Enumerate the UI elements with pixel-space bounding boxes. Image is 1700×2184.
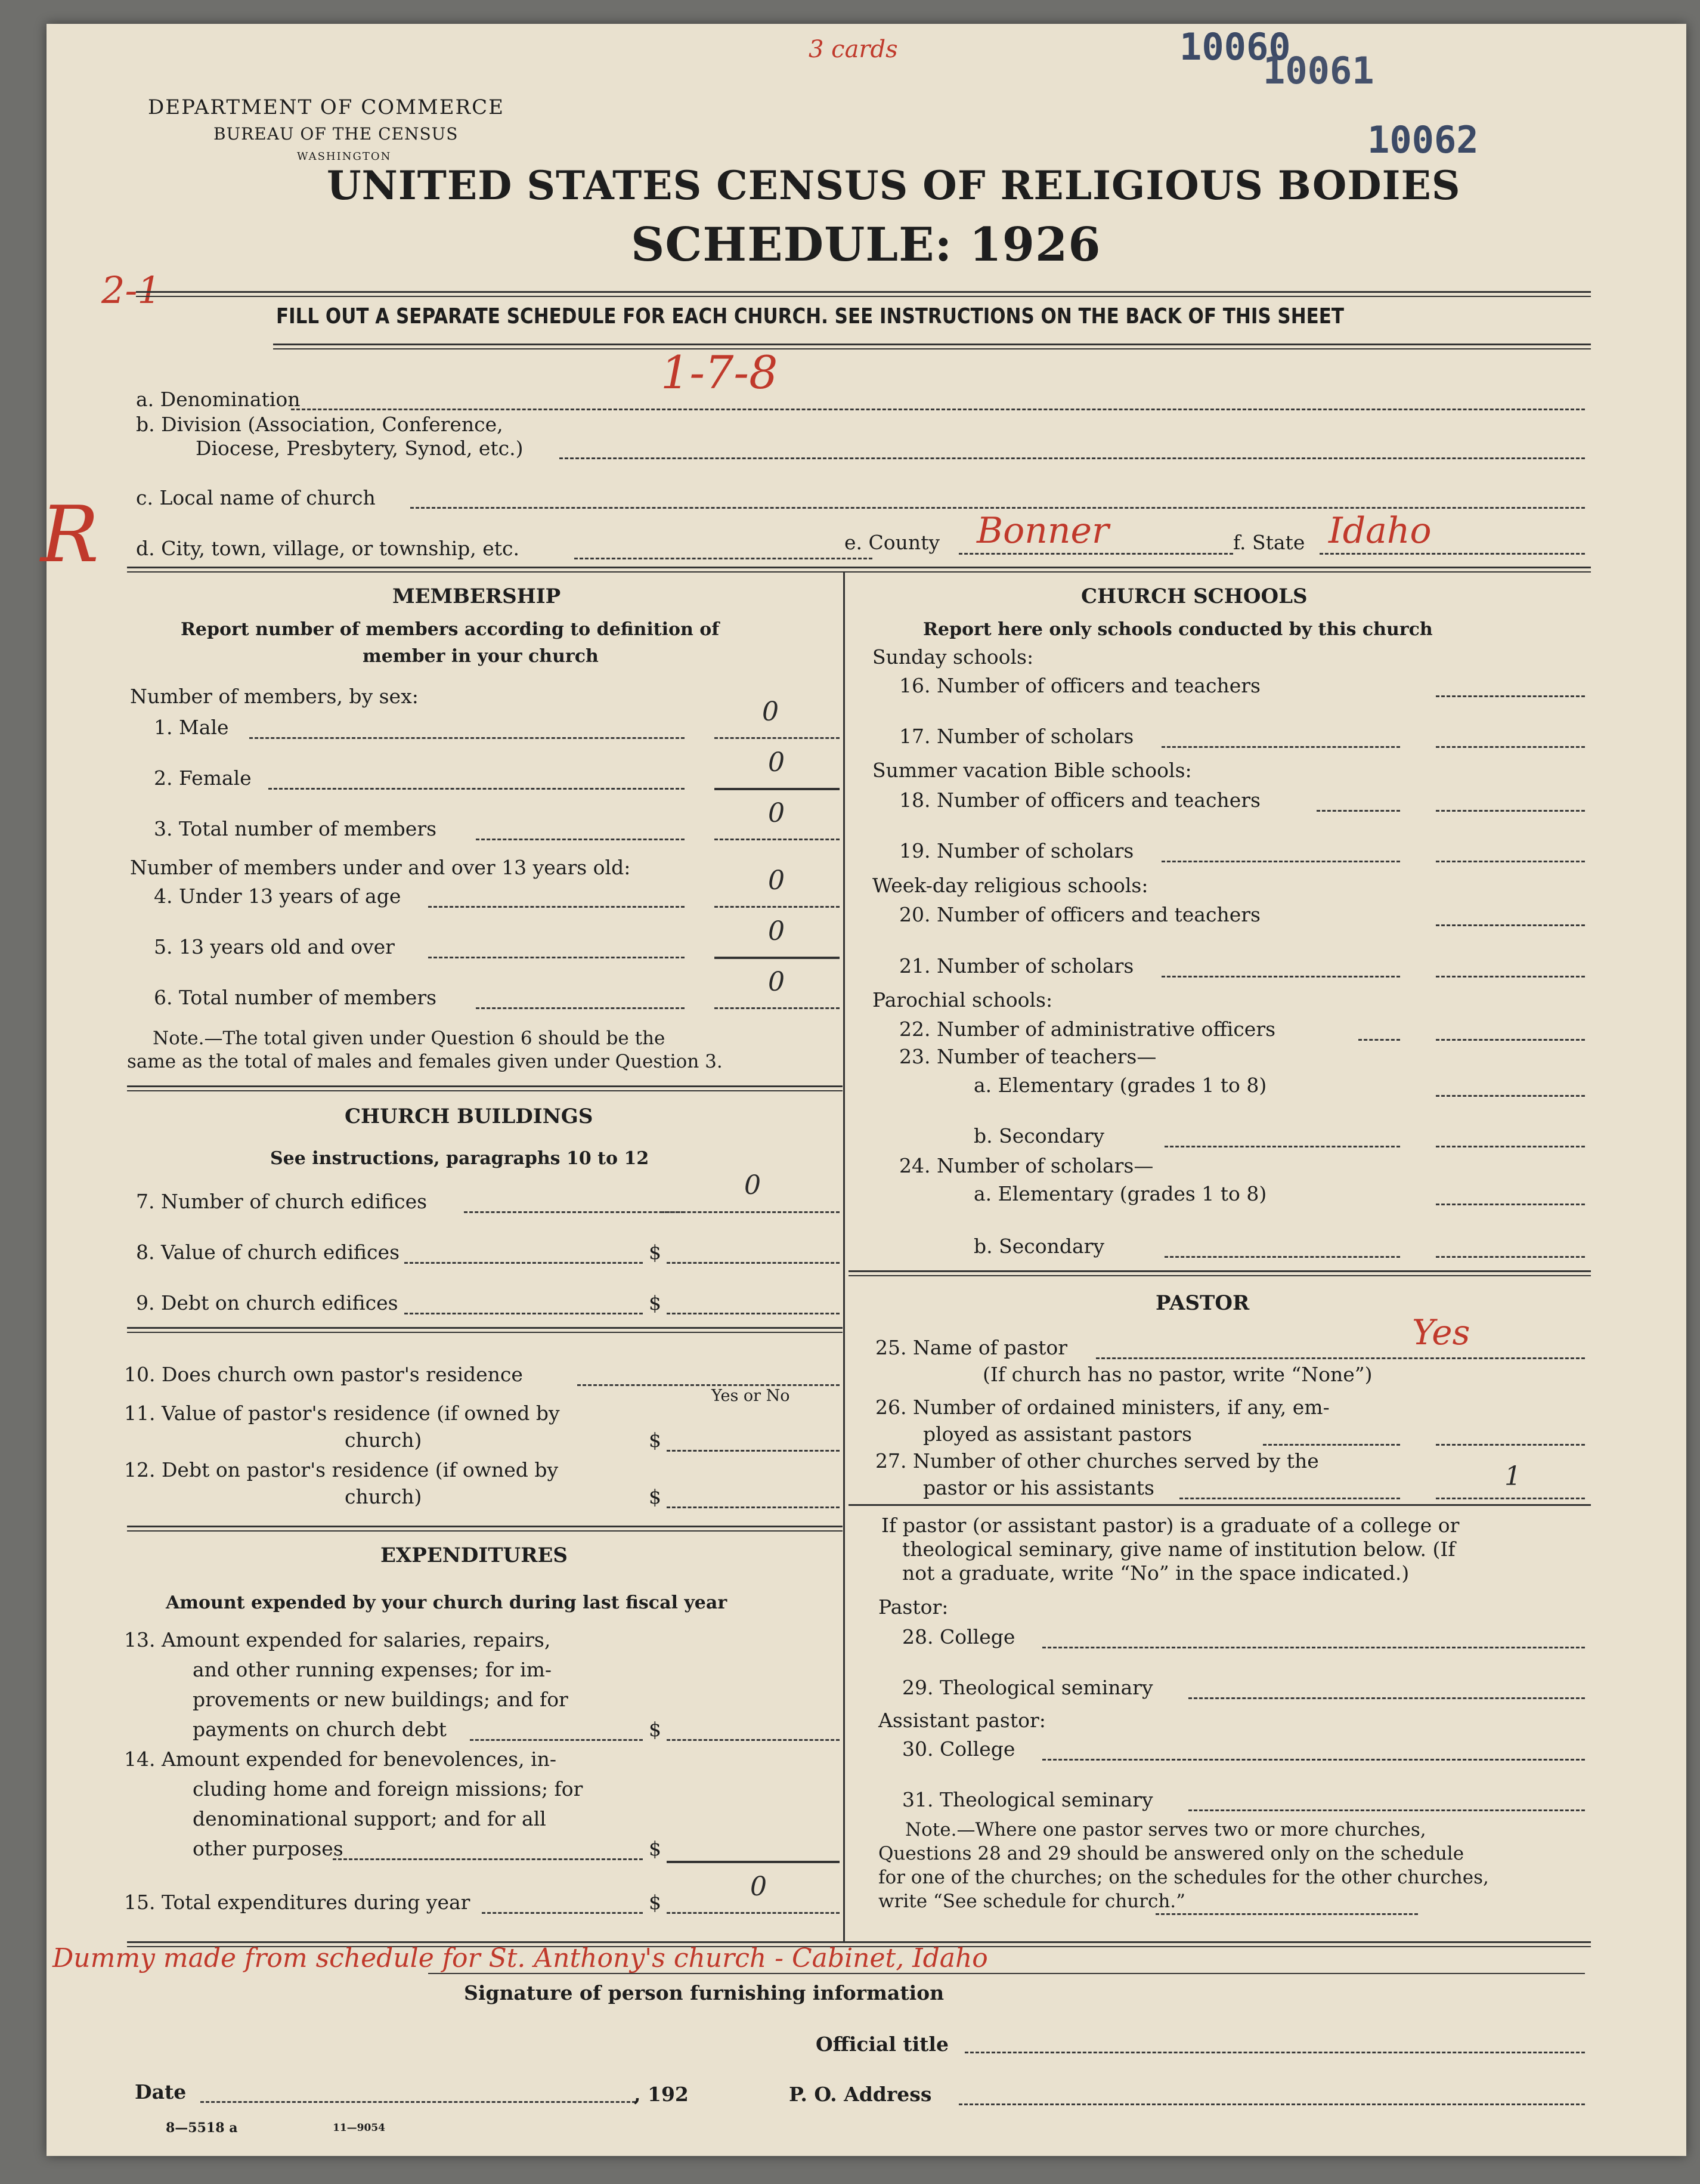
total-age-field[interactable]: [714, 1007, 840, 1009]
header-rule: [136, 291, 1591, 297]
date-field[interactable]: [200, 2101, 636, 2103]
assistant-college-label: 30. College: [902, 1737, 1015, 1761]
schools-sub: Report here only schools conducted by this church: [923, 619, 1433, 640]
total-expenditures-field[interactable]: [667, 1912, 840, 1914]
residence-value-dollar: $: [649, 1428, 661, 1452]
assistant-pastor-subheading: Assistant pastor:: [878, 1709, 1046, 1732]
edifices-debt-dots: [404, 1313, 643, 1314]
benevolences-field[interactable]: [667, 1861, 840, 1863]
under-13-dots: [428, 906, 685, 908]
letter-mark: R: [41, 489, 99, 580]
total-age-dots: [476, 1007, 685, 1009]
graduate-note-1: If pastor (or assistant pastor) is a graduate of a college or: [881, 1514, 1460, 1537]
weekday-schools-label: Week-day religious schools:: [872, 874, 1148, 897]
total-expenditures-dollar: $: [649, 1891, 661, 1914]
state-field[interactable]: [1320, 553, 1585, 555]
residence-value-field[interactable]: [667, 1450, 840, 1452]
denomination-label: a. Denomination: [136, 388, 301, 411]
running-expenses-label-2: and other running expenses; for im-: [193, 1658, 552, 1681]
schools-rule: [849, 1270, 1591, 1276]
state-value: Idaho: [1329, 510, 1432, 552]
state-label: f. State: [1233, 531, 1305, 554]
teachers-label: 23. Number of teachers—: [899, 1045, 1157, 1068]
footnote-handwritten: Dummy made from schedule for St. Anthony's church - Cabinet, Idaho: [52, 1943, 988, 1973]
other-churches-value: 1: [1504, 1461, 1521, 1492]
stamp-number-2: 10061: [1263, 49, 1374, 92]
cards-note: 3 cards: [809, 36, 898, 63]
membership-note-2: same as the total of males and females given under Question 3.: [127, 1051, 723, 1072]
edifices-count-label: 7. Number of church edifices: [136, 1190, 428, 1213]
signature-field[interactable]: [428, 1973, 1585, 1974]
local-name-label: c. Local name of church: [136, 486, 376, 509]
denomination-field[interactable]: [291, 409, 1585, 410]
expenditures-sub: Amount expended by your church during last fiscal year: [166, 1592, 727, 1613]
pastor-note-4: write “See schedule for church.”: [878, 1891, 1186, 1912]
sunday-scholars-field[interactable]: [1436, 746, 1585, 748]
form-number: 8—5518 a: [166, 2120, 238, 2136]
running-expenses-label-4: payments on church debt: [193, 1718, 447, 1741]
weekday-officers-field[interactable]: [1436, 924, 1585, 926]
city-label: d. City, town, village, or township, etc.: [136, 537, 520, 560]
residence-rule: [127, 1526, 843, 1532]
male-value: 0: [762, 697, 779, 727]
scholars-secondary-dots: [1165, 1256, 1400, 1258]
under-13-label: 4. Under 13 years of age: [154, 884, 401, 908]
weekday-officers-label: 20. Number of officers and teachers: [899, 903, 1261, 926]
edifices-value-field[interactable]: [667, 1262, 840, 1264]
assistant-ministers-label-1: 26. Number of ordained ministers, if any, em-: [875, 1396, 1330, 1419]
pastor-college-label: 28. College: [902, 1625, 1015, 1648]
residence-debt-label-2: church): [345, 1485, 422, 1508]
edifices-debt-label: 9. Debt on church edifices: [136, 1291, 398, 1314]
admin-officers-label: 22. Number of administrative officers: [899, 1017, 1276, 1041]
city-field[interactable]: [574, 558, 872, 559]
membership-heading: MEMBERSHIP: [392, 584, 561, 608]
under-13-field[interactable]: [714, 906, 840, 908]
members-by-sex-label: Number of members, by sex:: [130, 685, 419, 708]
division-label-2: Diocese, Presbytery, Synod, etc.): [196, 437, 524, 460]
county-field[interactable]: [959, 553, 1233, 555]
denomination-code: 1-7-8: [661, 346, 778, 399]
yes-no-hint: Yes or No: [711, 1387, 790, 1405]
local-name-field[interactable]: [410, 507, 1585, 509]
membership-sub-1: Report number of members according to definition of: [181, 619, 720, 640]
under-13-value: 0: [768, 865, 785, 896]
total-sex-field[interactable]: [714, 839, 840, 840]
assistant-college-field[interactable]: [1042, 1759, 1585, 1761]
pastor-none-note: (If church has no pastor, write “None”): [983, 1363, 1373, 1386]
total-age-value: 0: [768, 967, 785, 997]
total-age-label: 6. Total number of members: [154, 986, 437, 1009]
over-13-value: 0: [768, 916, 785, 946]
pastor-name-value: Yes: [1412, 1312, 1470, 1353]
weekday-scholars-field[interactable]: [1436, 976, 1585, 977]
city-name: WASHINGTON: [297, 150, 392, 163]
assistant-ministers-dots: [1263, 1444, 1400, 1446]
year-label: , 192: [634, 2083, 689, 2106]
county-label: e. County: [844, 531, 940, 554]
edifices-count-field[interactable]: [661, 1211, 840, 1213]
total-sex-value: 0: [768, 798, 785, 828]
buildings-heading: CHURCH BUILDINGS: [345, 1105, 593, 1128]
residence-value-label-2: church): [345, 1428, 422, 1452]
over-13-label: 5. 13 years old and over: [154, 935, 395, 958]
female-value: 0: [768, 747, 785, 778]
other-churches-label-2: pastor or his assistants: [923, 1476, 1154, 1499]
female-field[interactable]: [714, 788, 840, 790]
scholars-secondary-field[interactable]: [1436, 1256, 1585, 1258]
edifices-debt-field[interactable]: [667, 1313, 840, 1314]
scholars-elementary-label: a. Elementary (grades 1 to 8): [974, 1182, 1267, 1205]
column-divider: [843, 573, 845, 1941]
other-churches-field[interactable]: [1436, 1498, 1585, 1499]
graduate-note-2: theological seminary, give name of institution below. (If: [902, 1538, 1456, 1561]
pastor-subheading: Pastor:: [878, 1595, 949, 1619]
expenditures-heading: EXPENDITURES: [380, 1543, 568, 1567]
po-address-field[interactable]: [959, 2103, 1585, 2105]
over-13-dots: [428, 957, 685, 958]
buildings-sub: See instructions, paragraphs 10 to 12: [270, 1148, 649, 1169]
other-churches-label-1: 27. Number of other churches served by the: [875, 1449, 1319, 1473]
edifices-count-value: 0: [744, 1170, 761, 1201]
admin-officers-field[interactable]: [1436, 1039, 1585, 1041]
po-address-label: P. O. Address: [789, 2083, 932, 2106]
membership-note-1: Note.—The total given under Question 6 should be the: [153, 1028, 665, 1049]
print-code: 11—9054: [333, 2122, 385, 2134]
running-expenses-dollar: $: [649, 1718, 661, 1741]
pastor-note-1: Note.—Where one pastor serves two or more churches,: [905, 1819, 1426, 1840]
assistant-seminary-label: 31. Theological seminary: [902, 1788, 1153, 1811]
division-field[interactable]: [559, 457, 1585, 459]
summer-scholars-field[interactable]: [1436, 861, 1585, 862]
summer-schools-label: Summer vacation Bible schools:: [872, 759, 1192, 782]
other-churches-dots: [1179, 1498, 1400, 1499]
summer-scholars-label: 19. Number of scholars: [899, 839, 1134, 862]
code-note: 2-1: [101, 268, 161, 312]
total-sex-label: 3. Total number of members: [154, 817, 437, 840]
female-dots: [268, 788, 685, 790]
total-expenditures-value: 0: [750, 1871, 767, 1902]
male-label: 1. Male: [154, 716, 229, 739]
instruction-line: FILL OUT A SEPARATE SCHEDULE FOR EACH CHURCH. SEE INSTRUCTIONS ON THE BACK OF THIS SHEET: [276, 304, 1345, 329]
teachers-secondary-label: b. Secondary: [974, 1124, 1105, 1147]
running-expenses-label-3: provements or new buildings; and for: [193, 1688, 568, 1711]
edifices-value-label: 8. Value of church edifices: [136, 1241, 400, 1264]
pastor-heading: PASTOR: [1156, 1291, 1250, 1315]
running-expenses-dots: [470, 1739, 643, 1741]
form-title: UNITED STATES CENSUS OF RELIGIOUS BODIES: [327, 162, 1461, 209]
sunday-officers-label: 16. Number of officers and teachers: [899, 674, 1261, 697]
official-title-field[interactable]: [965, 2052, 1585, 2053]
over-13-field[interactable]: [714, 957, 840, 959]
assistant-ministers-field[interactable]: [1436, 1444, 1585, 1446]
membership-rule: [127, 1085, 843, 1091]
weekday-scholars-dots: [1162, 976, 1400, 977]
bureau-name: BUREAU OF THE CENSUS: [213, 124, 459, 144]
pastor-note-2: Questions 28 and 29 should be answered only on the schedule: [878, 1843, 1464, 1864]
admin-officers-dots: [1358, 1039, 1400, 1041]
membership-sub-2: member in your church: [363, 646, 599, 667]
sunday-schools-label: Sunday schools:: [872, 645, 1034, 669]
pastor-seminary-field[interactable]: [1188, 1697, 1585, 1699]
stamp-number-3: 10062: [1367, 118, 1479, 162]
summer-officers-dots: [1317, 810, 1400, 812]
residence-debt-label-1: 12. Debt on pastor's residence (if owned by: [124, 1458, 559, 1481]
running-expenses-field[interactable]: [667, 1739, 840, 1741]
summer-scholars-dots: [1162, 861, 1400, 862]
pastor-note-3: for one of the churches; on the schedules for the other churches,: [878, 1867, 1489, 1888]
graduate-note-3: not a graduate, write “No” in the space indicated.): [902, 1561, 1410, 1585]
benevolences-dollar: $: [649, 1837, 661, 1860]
edifices-debt-dollar: $: [649, 1291, 661, 1314]
scholars-label: 24. Number of scholars—: [899, 1154, 1154, 1177]
residence-debt-field[interactable]: [667, 1506, 840, 1508]
division-label-1: b. Division (Association, Conference,: [136, 413, 503, 436]
sunday-officers-field[interactable]: [1436, 695, 1585, 697]
residence-debt-dollar: $: [649, 1485, 661, 1508]
benevolences-label-4: other purposes: [193, 1837, 343, 1860]
pastor-college-field[interactable]: [1042, 1647, 1585, 1648]
census-schedule-sheet: [41, 24, 1686, 2156]
schools-heading: CHURCH SCHOOLS: [1081, 584, 1308, 608]
teachers-secondary-field[interactable]: [1436, 1146, 1585, 1147]
instruction-rule: [273, 344, 1591, 349]
residence-value-label-1: 11. Value of pastor's residence (if owned by: [124, 1402, 560, 1425]
pastor-rule: [849, 1504, 1591, 1506]
members-by-age-label: Number of members under and over 13 years old:: [130, 856, 631, 879]
residence-owned-label: 10. Does church own pastor's residence: [124, 1363, 523, 1386]
summer-officers-field[interactable]: [1436, 810, 1585, 812]
pastor-name-label: 25. Name of pastor: [875, 1336, 1068, 1359]
sunday-scholars-label: 17. Number of scholars: [899, 725, 1134, 748]
identification-rule: [127, 567, 1591, 573]
female-label: 2. Female: [154, 766, 252, 790]
pastor-seminary-label: 29. Theological seminary: [902, 1676, 1153, 1699]
scholars-secondary-label: b. Secondary: [974, 1235, 1105, 1258]
stamp-number-1: 10060: [1179, 25, 1291, 69]
sunday-scholars-dots: [1162, 746, 1400, 748]
official-title-label: Official title: [816, 2033, 949, 2056]
edifices-value-dollar: $: [649, 1241, 661, 1264]
pastor-name-field[interactable]: [1096, 1357, 1585, 1359]
scholars-elementary-field[interactable]: [1436, 1204, 1585, 1205]
parochial-schools-label: Parochial schools:: [872, 988, 1053, 1011]
assistant-ministers-label-2: ployed as assistant pastors: [923, 1422, 1192, 1446]
edifices-count-dots: [464, 1211, 685, 1213]
weekday-scholars-label: 21. Number of scholars: [899, 954, 1134, 977]
teachers-elementary-field[interactable]: [1436, 1095, 1585, 1097]
benevolences-label-3: denominational support; and for all: [193, 1807, 546, 1830]
county-value: Bonner: [977, 510, 1109, 552]
benevolences-label-1: 14. Amount expended for benevolences, in-: [124, 1747, 557, 1771]
teachers-elementary-label: a. Elementary (grades 1 to 8): [974, 1074, 1267, 1097]
benevolences-label-2: cluding home and foreign missions; for: [193, 1777, 583, 1801]
male-field[interactable]: [714, 737, 840, 739]
residence-owned-field[interactable]: [577, 1384, 840, 1386]
assistant-seminary-field[interactable]: [1188, 1809, 1585, 1811]
date-label: Date: [135, 2080, 187, 2103]
see-schedule-field[interactable]: [1156, 1913, 1418, 1915]
signature-label: Signature of person furnishing information: [464, 1981, 945, 2004]
total-expenditures-dots: [482, 1912, 643, 1914]
edifices-value-dots: [404, 1262, 643, 1264]
total-expenditures-label: 15. Total expenditures during year: [124, 1891, 470, 1914]
total-sex-dots: [476, 839, 685, 840]
schedule-title: SCHEDULE: 1926: [631, 218, 1101, 272]
male-dots: [249, 737, 685, 739]
teachers-secondary-dots: [1165, 1146, 1400, 1147]
buildings-rule: [127, 1327, 843, 1333]
department-name: DEPARTMENT OF COMMERCE: [148, 95, 504, 119]
benevolences-dots: [333, 1858, 643, 1860]
summer-officers-label: 18. Number of officers and teachers: [899, 788, 1261, 812]
running-expenses-label-1: 13. Amount expended for salaries, repairs,: [124, 1628, 551, 1651]
